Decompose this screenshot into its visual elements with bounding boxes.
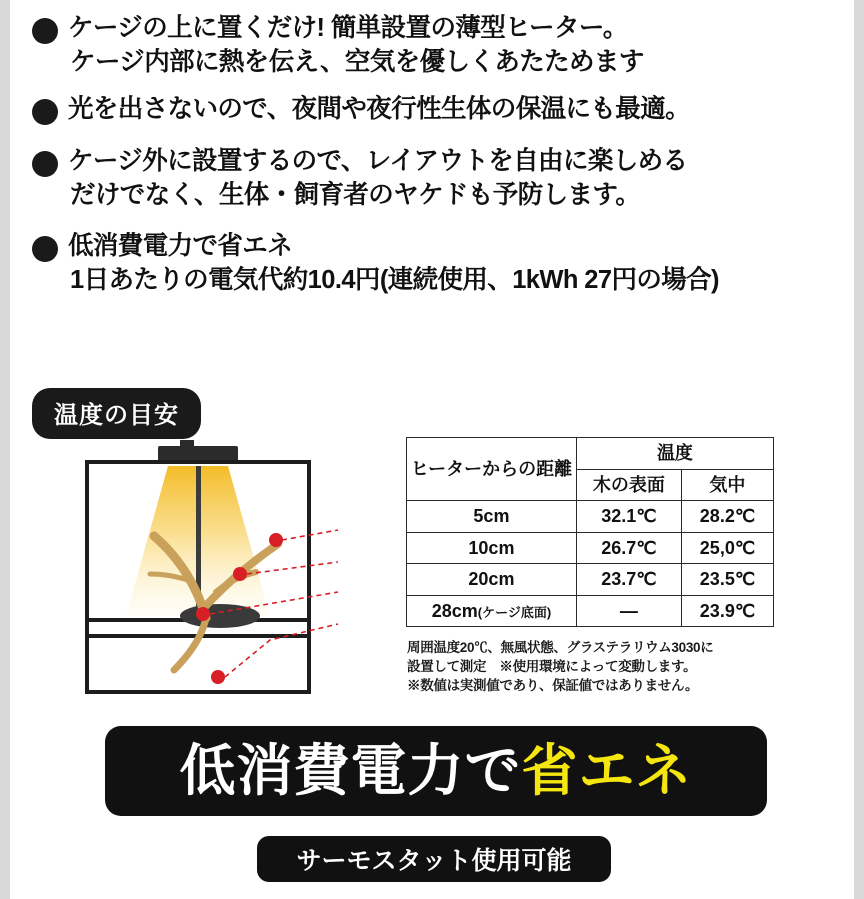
sub-banner-text: サーモスタット使用可能: [296, 847, 572, 875]
bullet-text: [68, 145, 687, 212]
table-header-row: [407, 438, 774, 470]
energy-saving-banner: [105, 726, 767, 816]
header-temperature: 温度: [576, 438, 773, 470]
bullet-line-1: 光を出さないので、夜間や夜行性生体の保温にも最適。: [68, 95, 690, 124]
list-item: [32, 230, 837, 297]
cell-air: 23.5℃: [681, 564, 773, 596]
cell-distance: 20cm: [407, 564, 577, 596]
temperature-table: [406, 437, 774, 627]
bullet-line-1: ケージの上に置くだけ! 簡単設置の薄型ヒーター。: [68, 14, 628, 42]
bullet-text: [68, 12, 644, 79]
bullet-line-1: ケージ外に設置するので、レイアウトを自由に楽しめる: [68, 146, 688, 175]
bullet-text: [68, 230, 719, 297]
feature-bullet-list: [32, 12, 837, 312]
footnote-line-2: 設置して測定 ※使用環境によって変動します。: [407, 659, 697, 675]
bullet-line-2: ケージ内部に熱を伝え、空気を優しくあたためます: [70, 47, 644, 76]
banner-text: [179, 739, 693, 802]
cell-surface: 26.7℃: [576, 532, 681, 564]
header-distance: ヒーターからの距離: [407, 438, 577, 501]
table-row: [407, 564, 774, 596]
bullet-line-2: 1日あたりの電気代約10.4円(連続使用、1kWh 27円の場合): [70, 265, 719, 294]
table-row: [407, 595, 774, 627]
bullet-line-2: だけでなく、生体・飼育者のヤケドも予防します。: [70, 180, 641, 209]
banner-text-part1: 低消費電力で: [179, 739, 522, 802]
cell-surface: 32.1℃: [576, 501, 681, 533]
bullet-text: [68, 93, 690, 127]
temperature-guide-label: 温度の目安: [32, 388, 201, 439]
cell-distance: 5cm: [407, 501, 577, 533]
bullet-line-1: 低消費電力で省エネ: [68, 232, 293, 261]
cell-distance-value: 28cm: [431, 600, 478, 621]
cell-air: 25,0℃: [681, 532, 773, 564]
bullet-dot-icon: [32, 151, 58, 177]
cell-air: 28.2℃: [681, 501, 773, 533]
cage-heater-diagram: [70, 440, 340, 700]
list-item: [32, 12, 837, 79]
bullet-dot-icon: [32, 236, 58, 262]
cell-distance-note: (ケージ底面): [477, 604, 552, 620]
cell-distance: 10cm: [407, 532, 577, 564]
cell-surface: 23.7℃: [576, 564, 681, 596]
bullet-dot-icon: [32, 18, 58, 44]
list-item: [32, 145, 837, 212]
banner-text-highlight: 省エネ: [521, 739, 693, 802]
header-air: 気中: [681, 469, 773, 501]
list-item: [32, 93, 837, 127]
product-info-page: [10, 0, 854, 899]
temperature-table-wrapper: [406, 437, 774, 627]
table-row: [407, 532, 774, 564]
thermostat-compatible-banner: [257, 836, 611, 882]
table-footnote: [407, 638, 779, 695]
footnote-line-1: 周囲温度20℃、無風状態、グラステラリウム3030に: [407, 640, 714, 655]
cell-surface: —: [576, 595, 681, 627]
cell-air: 23.9℃: [681, 595, 773, 627]
table-row: [407, 501, 774, 533]
footnote-line-3: ※数値は実測値であり、保証値ではありません。: [407, 678, 699, 694]
bullet-dot-icon: [32, 99, 58, 125]
cell-distance: [407, 595, 577, 627]
header-surface: 木の表面: [576, 469, 681, 501]
